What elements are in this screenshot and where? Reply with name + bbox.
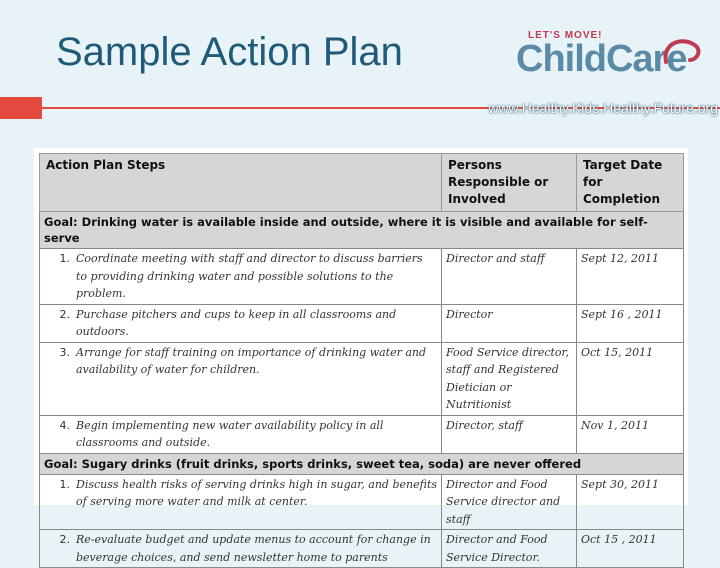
persons-cell: Food Service director, staff and Registered Dietician or Nutritionist [442,342,577,415]
step-number: 3. [59,345,70,359]
header-persons: Persons Responsible or Involved [442,154,577,212]
table-row [40,304,684,342]
persons-cell: Director [442,304,577,342]
date-cell: Sept 16 , 2011 [577,304,684,342]
table-header-row [40,154,684,212]
persons-cell: Director and Food Service Director. [442,530,577,568]
goal-row [40,453,684,474]
step-text: Discuss health risks of serving drinks high in sugar, and benefits of serving more water and milk at center. [76,477,438,508]
goal-text: Goal: Drinking water is available inside and outside, where it is visible and available for self-serve [40,212,684,249]
action-plan-document [34,148,688,564]
step-text: Arrange for staff training on importance of drinking water and availability of water for children. [76,345,427,376]
step-number: 1. [59,252,70,265]
header-date: Target Date for Completion [577,154,684,212]
step-number: 4. [59,418,70,432]
logo-tagline: LET'S MOVE! [528,30,603,41]
step-text: Re-evaluate budget and update menus to account for change in beverage choices, and send newsletter home to parents [76,533,431,564]
lets-move-child-care-logo [514,30,714,90]
date-cell: Sept 30, 2011 [577,474,684,530]
step-text: Coordinate meeting with staff and director to discuss barriers to providing drinking water and possible solutions to the problem. [76,252,423,300]
logo-swoosh-icon [626,30,706,70]
table-row [40,415,684,453]
step-number: 2. [59,533,70,546]
header-steps: Action Plan Steps [40,154,442,212]
step-text: Purchase pitchers and cups to keep in all classrooms and outdoors. [76,307,397,338]
action-plan-table [39,153,684,568]
accent-bar [0,97,42,119]
date-cell: Sept 12, 2011 [577,249,684,305]
step-text: Begin implementing new water availability policy in all classrooms and outside. [76,418,384,449]
persons-cell: Director and Food Service director and staff [442,474,577,530]
table-row [40,474,684,530]
table-row [40,342,684,415]
logo-brand: ChildCare [516,38,687,80]
goal-text: Goal: Sugary drinks (fruit drinks, sports drinks, sweet tea, soda) are never offered [40,453,684,474]
date-cell: Oct 15, 2011 [577,342,684,415]
date-cell: Oct 15 , 2011 [577,530,684,568]
step-number: 2. [59,307,70,321]
website-url: www.Healthy.Kids.Healthy.Future.org [488,100,718,116]
step-number: 1. [59,477,70,491]
persons-cell: Director, staff [442,415,577,453]
table-row [40,530,684,568]
persons-cell: Director and staff [442,249,577,305]
table-row [40,249,684,305]
goal-row [40,212,684,249]
date-cell: Nov 1, 2011 [577,415,684,453]
slide-title: Sample Action Plan [56,30,403,74]
